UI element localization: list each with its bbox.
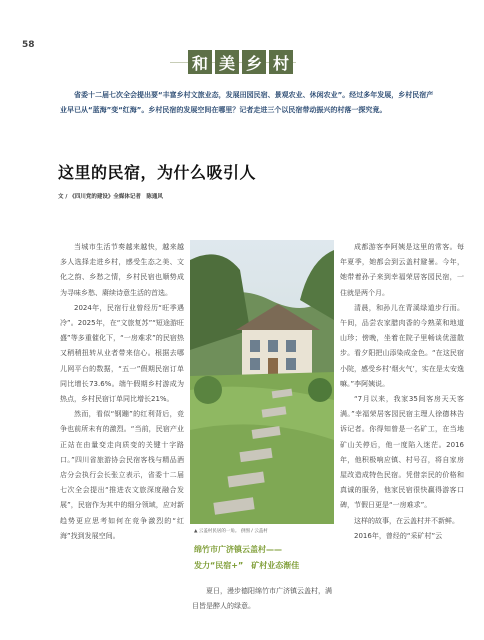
paragraph: 2024年，民宿行业曾经历“旺季遇冷”。2025年，在“文旅复苏”“短途游旺盛”等多重催化下，“一房难求”的民宿热又稍稍扭转从业者带来信心。根据去哪儿网平台的数据，“五一”假期民宿订单同比增长73.6%。端午假期乡村游成为热点，乡村民宿订单同比增长21%。	[60, 303, 184, 404]
column-middle	[192, 584, 332, 614]
paragraph: 当城市生活节奏越来越快，越来越多人选择走进乡村，感受生态之美、文化之韵、乡愁之情，乡村民宿也顺势成为寻味乡愁、赓续诗意生活的首选。	[60, 243, 184, 297]
paragraph: 这样的故事，在云盖村并不新鲜。	[354, 516, 459, 525]
article-title: 这里的民宿，为什么吸引人	[58, 163, 257, 182]
paragraph: 成都游客李阿姨是这里的常客。每年夏季，她都会到云盖村避暑。今年，她带着孙子来到幸福荣居客园民宿，一住就是两个月。	[340, 243, 464, 297]
paragraph: 2016年，曾经的“采矿村”云	[354, 531, 443, 540]
column-left	[60, 240, 184, 544]
intro-paragraph: 省委十二届七次全会提出要“丰富乡村文旅业态，发展田园民宿、景观农业、休闲农业”。经过多年发展，乡村民宿产业早已从“蓝海”变“红海”。乡村民宿的发展空间在哪里？记者走进三个以民宿带动振兴的村落一探究竟。	[60, 91, 434, 114]
byline: 文 / 《四川党的建设》全媒体记者 陈通风	[58, 194, 163, 200]
paragraph: 夏日，漫步德阳绵竹市广济镇云盖村，满目皆是醉人的绿意。	[192, 587, 332, 611]
subheading-location: 绵竹市广济镇云盖村——	[194, 545, 282, 554]
page-number: 58	[22, 40, 35, 50]
banner-char: 和	[188, 50, 212, 74]
subheading-title: 发力“民宿+” 矿村业态渐佳	[194, 561, 300, 570]
banner-char: 乡	[242, 50, 266, 74]
paragraph: 清晨，和孙儿在青溪绿道步行而。午间，品尝农家腊肉香的今熟菜和地道山珍；傍晚，坐着在院子里畅谈优滋散步。看夕阳把山添染成金色。“在这民宿小院，感受乡村‘烟火气’，实在是太安逸嘛。”李阿姨说。	[340, 303, 464, 388]
paragraph: “7月以来，我家35间客房天天客满。”幸福荣居客园民宿主理人徐德林告诉记者。你得知曾是一名矿工，在当地矿山关停后，他一度陷入迷茫。2016年，他积极响应镇、村号召，将自家房屋改造成特色民宿。凭借亲民的价格和真诚的服务，他家民宿很快赢得游客口碑，节假日更是“一房难求”。	[340, 395, 464, 510]
section-banner	[188, 50, 293, 74]
village-photo	[190, 240, 334, 524]
paragraph: 然而，看似“钢蹦”的红利背后，竞争也前所未有的激烈。“当前，民宿产业正站在由量变走向质变的关键十字路口。”四川省旅游协会民宿客栈与精品酒店分会执行会长张立表示，省委十二届七次全会提出“推进农文旅深度融合发展”，民宿作为其中的细分领域，应对新趋势更应思考如何在竞争激烈的“红海”找到发展空间。	[60, 410, 184, 540]
banner-char: 村	[269, 50, 293, 74]
banner-char: 美	[215, 50, 239, 74]
photo-caption: ▲ 云盖村民居的一角。 供图 / 云盖村	[194, 529, 268, 534]
column-right	[340, 240, 464, 544]
